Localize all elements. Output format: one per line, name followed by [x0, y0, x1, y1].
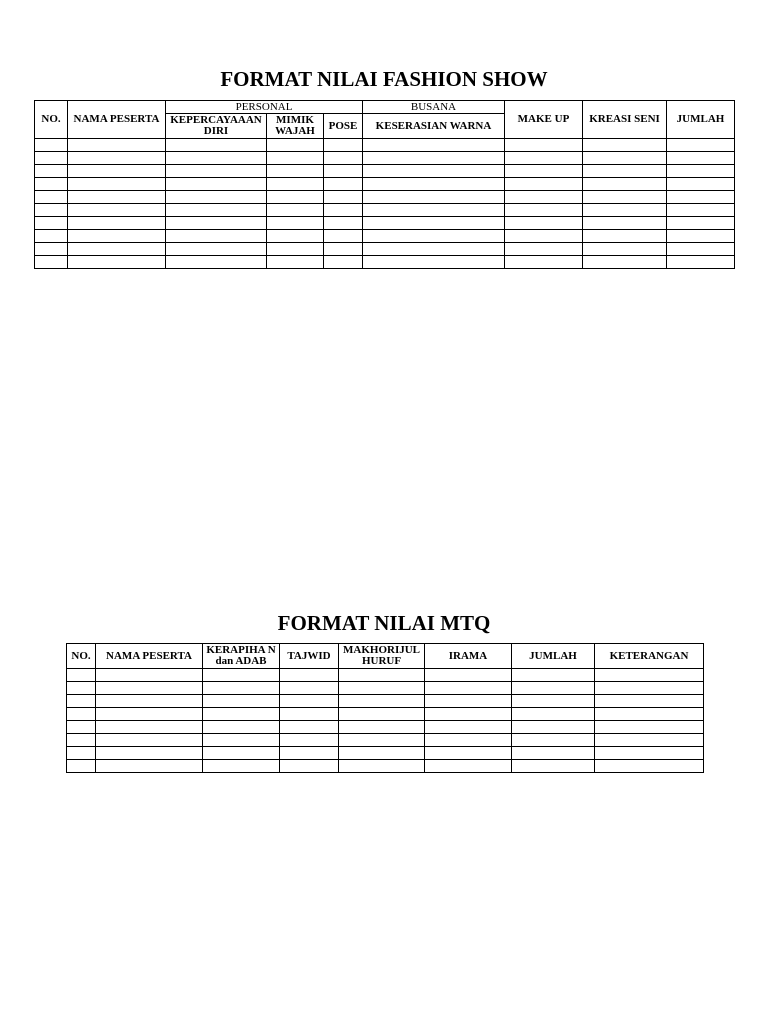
table-cell [512, 708, 595, 721]
table-cell [67, 760, 96, 773]
header-keterangan: KETERANGAN [595, 644, 704, 669]
mtq-rows [67, 669, 704, 773]
table-cell [595, 760, 704, 773]
table-cell [505, 217, 583, 230]
table-row [67, 695, 704, 708]
table-cell [280, 747, 339, 760]
table-cell [203, 695, 280, 708]
table-cell [667, 217, 735, 230]
table-cell [35, 152, 68, 165]
table-cell [595, 708, 704, 721]
table-row [35, 243, 735, 256]
table-cell [68, 139, 166, 152]
table-cell [583, 165, 667, 178]
table-cell [267, 230, 324, 243]
table-cell [512, 669, 595, 682]
table-cell [35, 217, 68, 230]
table-cell [324, 178, 363, 191]
table-cell [324, 256, 363, 269]
header-personal: PERSONAL [166, 101, 363, 114]
table-cell [583, 139, 667, 152]
table-cell [595, 669, 704, 682]
table-cell [667, 152, 735, 165]
table-cell [166, 152, 267, 165]
table-cell [166, 243, 267, 256]
table-cell [324, 230, 363, 243]
table-cell [505, 139, 583, 152]
table-cell [267, 178, 324, 191]
table-cell [339, 760, 425, 773]
table-cell [324, 165, 363, 178]
table-cell [583, 204, 667, 217]
table-cell [280, 721, 339, 734]
table-cell [280, 695, 339, 708]
table-cell [166, 217, 267, 230]
table-cell [583, 230, 667, 243]
table-cell [583, 256, 667, 269]
header-jumlah: JUMLAH [667, 101, 735, 139]
table-row [35, 217, 735, 230]
table-cell [267, 217, 324, 230]
table-cell [363, 178, 505, 191]
table-cell [68, 256, 166, 269]
table-cell [595, 695, 704, 708]
table-row [35, 256, 735, 269]
header-busana: BUSANA [363, 101, 505, 114]
table-cell [67, 669, 96, 682]
table-cell [35, 178, 68, 191]
table-cell [505, 204, 583, 217]
table-cell [267, 152, 324, 165]
table-cell [339, 669, 425, 682]
table-cell [667, 243, 735, 256]
table-cell [203, 760, 280, 773]
table-cell [203, 734, 280, 747]
table-cell [512, 721, 595, 734]
header-jumlah: JUMLAH [512, 644, 595, 669]
table-cell [667, 230, 735, 243]
table-cell [667, 204, 735, 217]
table-cell [339, 747, 425, 760]
table-cell [67, 734, 96, 747]
table-cell [583, 178, 667, 191]
table-row [67, 682, 704, 695]
table-cell [35, 139, 68, 152]
mtq-title: FORMAT NILAI MTQ [277, 611, 491, 635]
header-make-up: MAKE UP [505, 101, 583, 139]
table-cell [363, 139, 505, 152]
table-cell [505, 256, 583, 269]
table-cell [505, 230, 583, 243]
table-cell [96, 747, 203, 760]
table-cell [96, 721, 203, 734]
table-cell [363, 243, 505, 256]
table-cell [505, 243, 583, 256]
table-cell [595, 721, 704, 734]
table-cell [425, 760, 512, 773]
table-cell [96, 695, 203, 708]
fashion-show-title: FORMAT NILAI FASHION SHOW [220, 67, 548, 91]
table-cell [68, 178, 166, 191]
table-cell [267, 256, 324, 269]
table-cell [203, 708, 280, 721]
table-cell [96, 669, 203, 682]
table-cell [363, 191, 505, 204]
table-cell [583, 217, 667, 230]
table-cell [67, 747, 96, 760]
table-cell [512, 682, 595, 695]
table-cell [324, 217, 363, 230]
header-keserasian-warna: KESERASIAN WARNA [363, 114, 505, 139]
table-cell [339, 721, 425, 734]
table-cell [595, 734, 704, 747]
table-cell [280, 734, 339, 747]
fashion-show-score-table [34, 100, 735, 269]
table-cell [166, 256, 267, 269]
table-row [67, 708, 704, 721]
header-kreasi-seni: KREASI SENI [583, 101, 667, 139]
table-cell [166, 139, 267, 152]
table-cell [68, 230, 166, 243]
table-cell [203, 721, 280, 734]
table-row [35, 165, 735, 178]
table-cell [96, 682, 203, 695]
table-row [67, 760, 704, 773]
table-cell [505, 165, 583, 178]
table-cell [68, 165, 166, 178]
table-cell [363, 230, 505, 243]
header-nama-peserta: NAMA PESERTA [68, 101, 166, 139]
table-cell [35, 191, 68, 204]
header-no: NO. [35, 101, 68, 139]
table-cell [363, 256, 505, 269]
table-cell [512, 747, 595, 760]
table-cell [166, 191, 267, 204]
table-cell [324, 243, 363, 256]
table-cell [35, 243, 68, 256]
table-cell [512, 760, 595, 773]
table-cell [68, 217, 166, 230]
table-cell [203, 669, 280, 682]
table-cell [583, 243, 667, 256]
table-cell [425, 682, 512, 695]
table-cell [67, 708, 96, 721]
table-cell [280, 669, 339, 682]
table-cell [67, 682, 96, 695]
table-cell [363, 165, 505, 178]
table-cell [35, 256, 68, 269]
header-irama: IRAMA [425, 644, 512, 669]
table-cell [512, 734, 595, 747]
table-cell [583, 191, 667, 204]
table-cell [425, 669, 512, 682]
table-cell [166, 230, 267, 243]
table-cell [267, 139, 324, 152]
table-cell [96, 734, 203, 747]
header-tajwid: TAJWID [280, 644, 339, 669]
table-row [67, 734, 704, 747]
table-cell [595, 747, 704, 760]
table-row [67, 721, 704, 734]
table-cell [67, 695, 96, 708]
table-cell [505, 178, 583, 191]
table-cell [68, 191, 166, 204]
table-cell [166, 178, 267, 191]
table-cell [166, 204, 267, 217]
table-cell [363, 217, 505, 230]
table-cell [595, 682, 704, 695]
table-cell [425, 721, 512, 734]
table-cell [363, 204, 505, 217]
table-cell [68, 152, 166, 165]
table-cell [425, 734, 512, 747]
table-cell [339, 708, 425, 721]
header-pose: POSE [324, 114, 363, 139]
table-cell [68, 204, 166, 217]
table-cell [96, 708, 203, 721]
table-cell [280, 708, 339, 721]
table-cell [67, 721, 96, 734]
table-row [35, 204, 735, 217]
table-cell [324, 191, 363, 204]
table-row [35, 139, 735, 152]
table-row [67, 747, 704, 760]
table-row [35, 178, 735, 191]
table-cell [35, 165, 68, 178]
header-kepercayaan-diri: KEPERCAYAAAN DIRI [166, 114, 267, 139]
table-row [35, 230, 735, 243]
table-cell [339, 682, 425, 695]
table-cell [363, 152, 505, 165]
table-cell [96, 760, 203, 773]
header-makhorijul-huruf: MAKHORIJUL HURUF [339, 644, 425, 669]
header-kerapihan-dan-adab: KERAPIHA N dan ADAB [203, 644, 280, 669]
table-cell [505, 152, 583, 165]
table-cell [667, 256, 735, 269]
table-cell [267, 191, 324, 204]
table-cell [35, 230, 68, 243]
table-cell [667, 191, 735, 204]
header-no: NO. [67, 644, 96, 669]
table-cell [267, 243, 324, 256]
table-cell [324, 204, 363, 217]
table-cell [35, 204, 68, 217]
fashion-show-rows [35, 139, 735, 269]
table-cell [166, 165, 267, 178]
table-cell [324, 139, 363, 152]
table-cell [425, 747, 512, 760]
header-nama-peserta: NAMA PESERTA [96, 644, 203, 669]
table-cell [425, 708, 512, 721]
table-cell [280, 682, 339, 695]
table-cell [203, 682, 280, 695]
table-cell [583, 152, 667, 165]
table-row [35, 191, 735, 204]
table-cell [280, 760, 339, 773]
table-cell [339, 695, 425, 708]
table-cell [267, 165, 324, 178]
header-mimik-wajah: MIMIK WAJAH [267, 114, 324, 139]
table-cell [667, 178, 735, 191]
table-cell [512, 695, 595, 708]
table-cell [505, 191, 583, 204]
table-cell [667, 165, 735, 178]
table-cell [425, 695, 512, 708]
table-cell [667, 139, 735, 152]
table-cell [68, 243, 166, 256]
table-cell [324, 152, 363, 165]
table-row [35, 152, 735, 165]
table-cell [339, 734, 425, 747]
table-cell [203, 747, 280, 760]
table-row [67, 669, 704, 682]
table-cell [267, 204, 324, 217]
mtq-score-table [66, 643, 704, 773]
